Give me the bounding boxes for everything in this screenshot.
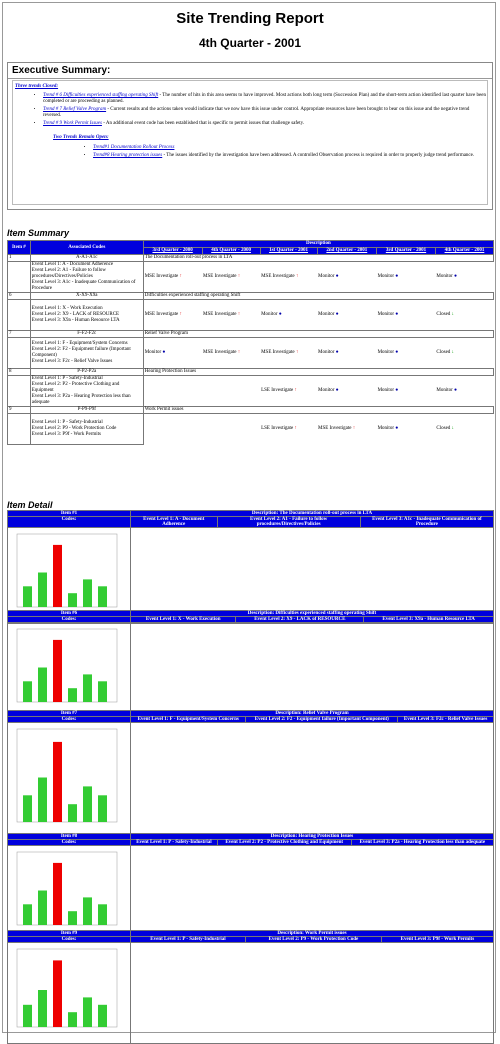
row-status <box>317 262 377 293</box>
summary-table <box>7 240 494 445</box>
row-desc: Relief Valve Program <box>143 331 493 338</box>
status-text: Monitor <box>144 350 163 355</box>
trend-chart <box>9 943 124 1033</box>
chart-bar <box>23 904 32 925</box>
row-status <box>435 414 493 445</box>
row-status <box>377 338 436 369</box>
detail-text <box>131 943 494 1044</box>
chart-bar <box>98 681 107 702</box>
detail-event-level-1: Event Level 1: X - Work Execution <box>131 617 236 623</box>
red-arrow-icon: ↑ <box>295 350 299 355</box>
status-text: Monitor <box>377 350 396 355</box>
chart-bar <box>98 1005 107 1027</box>
closed-trend-link[interactable]: Trend # 6 Difficulties experienced staffing operating Shift <box>43 93 159 98</box>
detail-chart <box>8 943 131 1044</box>
status-text: Monitor <box>377 426 396 431</box>
chart-bar <box>83 579 92 607</box>
closed-trend-text: - The number of hits in this area seems to have improved. Most actions both long term (Succession Plan) and the short-term action identified last quarter have been completed or are proceeding as planned. <box>43 93 486 104</box>
blue-dot-icon: ● <box>162 350 166 355</box>
red-arrow-icon: ↑ <box>352 426 356 431</box>
row-spacer <box>8 262 31 293</box>
red-arrow-icon: ↑ <box>237 312 241 317</box>
row-status <box>202 262 260 293</box>
chart-bar <box>68 593 77 607</box>
row-status <box>317 338 377 369</box>
detail-table <box>7 930 494 1044</box>
blue-dot-icon: ● <box>335 388 339 393</box>
status-text: MSE Investigate <box>144 312 180 317</box>
detail-event-level-2: Event Level 2: F2 - Equipment failure (Important Component) <box>246 717 398 723</box>
red-arrow-icon: ↑ <box>237 274 241 279</box>
row-status <box>260 300 317 331</box>
detail-desc: Description: Difficulties experienced staffing operating Shift <box>131 611 494 617</box>
status-text: Monitor <box>318 388 336 393</box>
detail-text <box>131 846 494 942</box>
closed-label: Three trends Closed: <box>15 84 59 89</box>
detail-text <box>131 723 494 839</box>
chart-bar <box>98 795 107 822</box>
chart-bar <box>68 688 77 702</box>
status-text: Monitor <box>318 274 336 279</box>
row-status <box>143 376 202 407</box>
detail-codes: Codes: <box>8 617 131 623</box>
trend-chart <box>9 723 124 828</box>
closed-trend-text: - An additional event code has been established that is specific to permit issues that challenge safety. <box>101 121 305 126</box>
detail-codes: Codes: <box>8 717 131 723</box>
detail-item: Item #7 <box>8 711 131 717</box>
chart-bar <box>68 804 77 822</box>
row-status <box>143 338 202 369</box>
status-text: MSE Investigate <box>203 350 238 355</box>
row-status <box>435 376 493 407</box>
blue-dot-icon: ● <box>335 350 339 355</box>
detail-event-level-2: Event Level 2: P2 - Protective Clothing and Equipment <box>217 840 351 846</box>
row-item: 6 <box>8 293 31 300</box>
chart-bar <box>98 904 107 925</box>
detail-event-level-3: Event Level 3: F2c - Relief Valve Issues <box>398 717 494 723</box>
executive-summary <box>7 62 493 210</box>
open-trend-item <box>93 145 487 151</box>
detail-codes: Codes: <box>8 937 131 943</box>
quarter-header: 3rd Quarter - 2000 <box>143 248 202 255</box>
row-item: 7 <box>8 331 31 338</box>
blue-dot-icon: ● <box>335 312 339 317</box>
row-status <box>317 414 377 445</box>
chart-bar <box>53 545 62 607</box>
status-text: MSE Investigate <box>144 274 180 279</box>
detail-desc: Description: The Documentation roll-out process in LTA <box>131 511 494 517</box>
detail-chart <box>8 623 131 719</box>
detail-table <box>7 510 494 624</box>
status-text: MSE Investigate <box>203 274 238 279</box>
green-arrow-icon: ↓ <box>451 350 455 355</box>
row-status <box>435 262 493 293</box>
detail-event-level-2: Event Level 2: X9 - LACK of RESOURCE <box>236 617 364 623</box>
detail-event-level-1: Event Level 1: P - Safety-Industrial <box>131 840 218 846</box>
status-text: Closed <box>436 426 452 431</box>
row-status <box>202 376 260 407</box>
chart-bar <box>83 997 92 1027</box>
chart-bar <box>53 742 62 822</box>
quarter-header: 1st Quarter - 2001 <box>260 248 317 255</box>
detail-chart <box>8 846 131 942</box>
row-status <box>143 262 202 293</box>
status-text: Monitor <box>318 312 336 317</box>
blue-dot-icon: ● <box>395 312 399 317</box>
row-item: 1 <box>8 255 31 262</box>
detail-event-level-1: Event Level 1: P - Safety-Industrial <box>131 937 246 943</box>
closed-trend-text: - Current results and the actions taken would indicate that we now have this issue under control. Appropriate resources have been brought to bear on this issue and the negative trend reversed. <box>43 107 470 118</box>
quarter-header: 4th Quarter - 2001 <box>435 248 493 255</box>
row-spacer <box>8 300 31 331</box>
chart-bar <box>38 778 47 823</box>
status-text: Monitor <box>436 388 455 393</box>
chart-bar <box>53 863 62 925</box>
chart-bar <box>53 960 62 1027</box>
detail-event-level-3: Event Level 3: P9f - Work Permits <box>381 937 493 943</box>
row-code: F-F2-F2c <box>30 331 143 338</box>
row-desc: Work Permit issues <box>143 407 493 414</box>
closed-list <box>43 93 487 127</box>
col-item: Item # <box>8 241 31 255</box>
detail-item: Item #1 <box>8 511 131 517</box>
detail-event-level-2: Event Level 2: A1 - Failure to follow procedures/Directives/Policies <box>217 517 360 528</box>
row-status <box>435 300 493 331</box>
page-title: Site Trending Report <box>176 10 324 27</box>
closed-trend-link[interactable]: Trend # 7 Relief Valve Program <box>43 107 107 112</box>
row-spacer <box>8 376 31 407</box>
detail-chart <box>8 723 131 839</box>
chart-bar <box>38 668 47 703</box>
closed-trend-item <box>43 93 487 105</box>
detail-table <box>7 610 494 719</box>
chart-bar <box>68 911 77 925</box>
chart-bar <box>83 786 92 822</box>
blue-dot-icon: ● <box>454 388 458 393</box>
row-item: 8 <box>8 369 31 376</box>
status-text: Monitor <box>436 274 455 279</box>
summary-heading: Item Summary <box>7 228 70 238</box>
chart-bar <box>83 674 92 702</box>
col-codes: Associated Codes <box>30 241 143 255</box>
closed-trend-item <box>43 121 487 127</box>
status-text: MSE Investigate <box>203 312 238 317</box>
red-arrow-icon: ↑ <box>237 350 241 355</box>
row-status <box>143 300 202 331</box>
row-events: Event Level 1: P - Safety-Industrial Event Level 2: P9 - Work Protection Code Event Level 3: P9f - Work Permits <box>30 414 143 445</box>
open-trend-text: - The issues identified by the investigation have been addressed. A controlled Observation process is required in order to properly judge trend performance. <box>162 153 475 158</box>
detail-desc: Description: Hearing Protection Issues <box>131 834 494 840</box>
detail-table <box>7 710 494 839</box>
detail-item: Item #8 <box>8 834 131 840</box>
red-arrow-icon: ↑ <box>294 426 297 431</box>
closed-trend-item <box>43 107 487 119</box>
chart-bar <box>53 640 62 702</box>
row-status <box>377 262 436 293</box>
blue-dot-icon: ● <box>395 388 399 393</box>
chart-bar <box>38 990 47 1027</box>
row-desc: Difficulties experienced staffing operating Shift <box>143 293 493 300</box>
detail-item: Item #6 <box>8 611 131 617</box>
row-status <box>435 338 493 369</box>
row-status <box>202 300 260 331</box>
status-text: Monitor <box>261 312 279 317</box>
status-text: MSE Investigate <box>261 274 296 279</box>
status-text: Monitor <box>318 350 336 355</box>
green-arrow-icon: ↓ <box>451 426 455 431</box>
blue-dot-icon: ● <box>395 350 399 355</box>
row-status <box>143 414 202 445</box>
row-events: Event Level 1: F - Equipment/System Concerns Event Level 2: F2 - Equipment failure (Important Component) Event Level 3: F2c - Relief Valve Issues <box>30 338 143 369</box>
blue-dot-icon: ● <box>395 426 399 431</box>
detail-desc: Description: Relief Valve Program <box>131 711 494 717</box>
status-text: MSE Investigate <box>261 350 296 355</box>
detail-event-level-3: Event Level 3: A1c - Inadequate Communication of Procedure <box>360 517 493 528</box>
col-desc: Description <box>143 241 493 248</box>
chart-bar <box>68 1012 77 1027</box>
quarter-header: 3rd Quarter - 2001 <box>377 248 436 255</box>
status-text: LSE Investigate <box>261 388 295 393</box>
row-code: P-P9-P9f <box>30 407 143 414</box>
trend-chart <box>9 623 124 708</box>
row-desc: The Documentation roll-out process in LTA <box>143 255 493 262</box>
detail-table <box>7 833 494 942</box>
quarter-header: 4th Quarter - 2000 <box>202 248 260 255</box>
row-status <box>202 414 260 445</box>
closed-trend-link[interactable]: Trend # 9 Work Permit Issues <box>43 121 102 126</box>
row-status <box>317 376 377 407</box>
row-code: X-X9-X9a <box>30 293 143 300</box>
blue-dot-icon: ● <box>278 312 282 317</box>
open-list <box>93 145 487 159</box>
row-status <box>260 262 317 293</box>
detail-heading: Item Detail <box>7 500 53 510</box>
status-text: Monitor <box>377 312 396 317</box>
row-spacer <box>8 338 31 369</box>
quarter-header: 2nd Quarter - 2001 <box>317 248 377 255</box>
chart-bar <box>23 795 32 822</box>
detail-text <box>131 623 494 719</box>
detail-codes: Codes: <box>8 517 131 528</box>
open-label: Two Trends Remain Open: <box>53 135 109 140</box>
red-arrow-icon: ↑ <box>295 274 299 279</box>
row-status <box>260 376 317 407</box>
row-spacer <box>8 414 31 445</box>
chart-bar <box>38 573 47 608</box>
red-arrow-icon: ↑ <box>179 274 182 279</box>
row-status <box>377 300 436 331</box>
detail-event-level-3: Event Level 3: P2a - Hearing Protection less than adequate <box>351 840 493 846</box>
row-code: P-P2-P2a <box>30 369 143 376</box>
page-subtitle: 4th Quarter - 2001 <box>198 36 302 50</box>
row-code: A-A1-A1c <box>30 255 143 262</box>
detail-event-level-3: Event Level 3: X9a - Human Resource LTA <box>364 617 494 623</box>
status-text: Closed <box>436 312 452 317</box>
status-text: LSE Investigate <box>261 426 295 431</box>
row-item: 9 <box>8 407 31 414</box>
row-desc: Hearing Protection Issues <box>143 369 493 376</box>
detail-event-level-1: Event Level 1: A - Document Adherence <box>131 517 218 528</box>
blue-dot-icon: ● <box>335 274 339 279</box>
row-events: Event Level 1: X - Work Execution Event Level 2: X9 - LACK of RESOURCE Event Level 3: X9a - Human Resource LTA <box>30 300 143 331</box>
trend-chart <box>9 528 124 613</box>
row-status <box>260 338 317 369</box>
open-trend-link[interactable]: Trend#8 Hearing protection issues <box>93 153 163 158</box>
row-status <box>260 414 317 445</box>
chart-bar <box>23 681 32 702</box>
exec-heading: Executive Summary: <box>8 63 492 79</box>
chart-bar <box>83 897 92 925</box>
blue-dot-icon: ● <box>454 274 458 279</box>
trend-chart <box>9 846 124 931</box>
exec-body <box>12 80 488 205</box>
row-status <box>202 338 260 369</box>
red-arrow-icon: ↑ <box>294 388 297 393</box>
row-status <box>377 376 436 407</box>
detail-desc: Description: Work Permit issues <box>131 931 494 937</box>
row-status <box>317 300 377 331</box>
open-trend-item <box>93 153 487 159</box>
green-arrow-icon: ↓ <box>451 312 455 317</box>
chart-bar <box>23 586 32 607</box>
detail-event-level-2: Event Level 2: P9 - Work Protection Code <box>245 937 381 943</box>
status-text: Closed <box>436 350 452 355</box>
status-text: Monitor <box>377 274 396 279</box>
row-events: Event Level 1: P - Safety-Industrial Event Level 2: P2 - Protective Clothing and Equipment Event Level 3: P2a - Hearing Protection less than adequate <box>30 376 143 407</box>
detail-event-level-1: Event Level 1: F - Equipment/System Concerns <box>131 717 246 723</box>
status-text: Monitor <box>377 388 396 393</box>
blue-dot-icon: ● <box>395 274 399 279</box>
row-events: Event Level 1: A - Document Adherence Event Level 2: A1 - Failure to follow procedures/Directives/Policies Event Level 3: A1c - Inadequate Communication of Procedure <box>30 262 143 293</box>
chart-bar <box>38 891 47 926</box>
detail-codes: Codes: <box>8 840 131 846</box>
red-arrow-icon: ↑ <box>179 312 182 317</box>
open-trend-link[interactable]: Trend#1 Documentation Rollout Process <box>93 145 175 150</box>
row-status <box>377 414 436 445</box>
detail-item: Item #9 <box>8 931 131 937</box>
status-text: MSE Investigate <box>318 426 353 431</box>
chart-bar <box>98 586 107 607</box>
chart-bar <box>23 1005 32 1027</box>
